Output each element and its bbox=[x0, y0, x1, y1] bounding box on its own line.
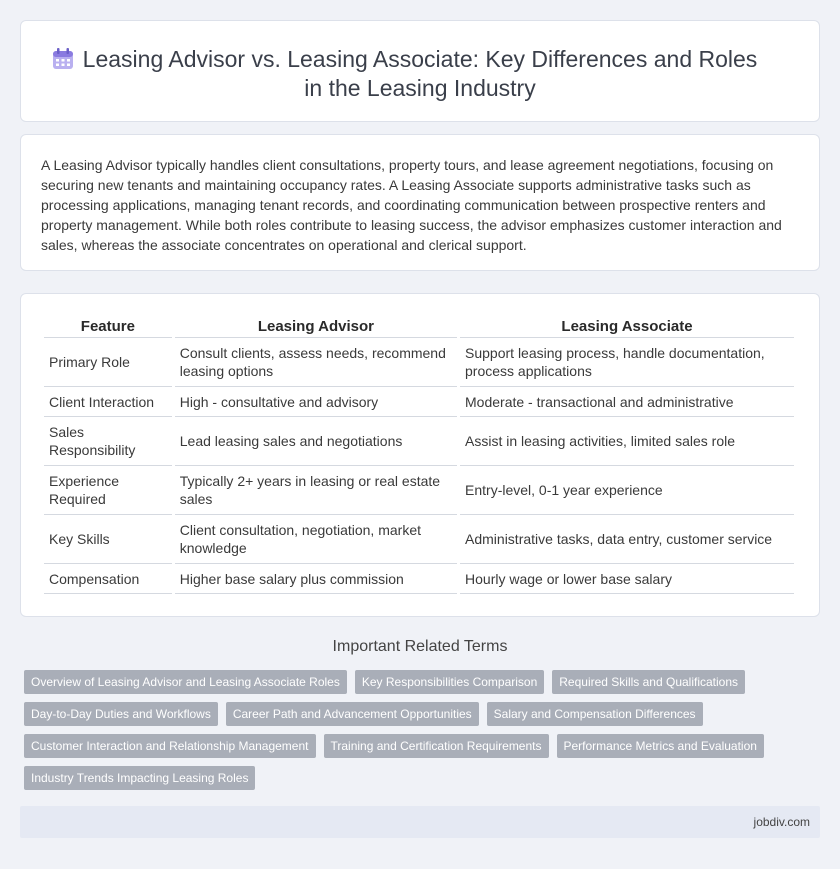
associate-cell: Moderate - transactional and administrative bbox=[460, 387, 794, 417]
table-row bbox=[44, 564, 794, 594]
table-row bbox=[44, 417, 794, 466]
related-term-tag[interactable]: Day-to-Day Duties and Workflows bbox=[24, 702, 218, 726]
header-leasing-associate: Leasing Associate bbox=[460, 314, 794, 338]
related-term-tag[interactable]: Training and Certification Requirements bbox=[324, 734, 549, 758]
feature-cell: Experience Required bbox=[44, 466, 172, 515]
feature-cell: Key Skills bbox=[44, 515, 172, 564]
footer-site-link[interactable]: jobdiv.com bbox=[753, 815, 810, 829]
table-header-row bbox=[44, 314, 794, 338]
feature-cell: Primary Role bbox=[44, 338, 172, 387]
related-terms-list bbox=[24, 670, 820, 790]
related-term-tag[interactable]: Customer Interaction and Relationship Management bbox=[24, 734, 316, 758]
related-term-tag[interactable]: Overview of Leasing Advisor and Leasing Associate Roles bbox=[24, 670, 347, 694]
advisor-cell: Typically 2+ years in leasing or real estate sales bbox=[175, 466, 457, 515]
footer bbox=[20, 806, 820, 838]
associate-cell: Administrative tasks, data entry, customer service bbox=[460, 515, 794, 564]
related-term-tag[interactable]: Required Skills and Qualifications bbox=[552, 670, 745, 694]
title-card bbox=[20, 20, 820, 122]
related-terms-title: Important Related Terms bbox=[332, 638, 508, 655]
associate-cell: Hourly wage or lower base salary bbox=[460, 564, 794, 594]
related-term-tag[interactable]: Salary and Compensation Differences bbox=[487, 702, 703, 726]
header-feature: Feature bbox=[44, 314, 172, 338]
page-title: Leasing Advisor vs. Leasing Associate: Key Differences and Roles in the Leasing Industry bbox=[82, 46, 758, 101]
intro-paragraph: A Leasing Advisor typically handles client consultations, property tours, and lease agreement negotiations, focusing on securing new tenants and maintaining occupancy rates. A Leasing Associate supports administrative tasks such as processing applications, managing tenant records, and coordinating communication between prospective renters and property management. While both roles contribute to leasing success, the advisor emphasizes customer interaction and sales, whereas the associate concentrates on operational and clerical support. bbox=[41, 157, 782, 253]
advisor-cell: Client consultation, negotiation, market knowledge bbox=[175, 515, 457, 564]
comparison-table bbox=[41, 314, 797, 594]
feature-cell: Client Interaction bbox=[44, 387, 172, 417]
related-term-tag[interactable]: Performance Metrics and Evaluation bbox=[557, 734, 764, 758]
table-row bbox=[44, 387, 794, 417]
advisor-cell: Higher base salary plus commission bbox=[175, 564, 457, 594]
advisor-cell: Consult clients, assess needs, recommend leasing options bbox=[175, 338, 457, 387]
related-term-tag[interactable]: Industry Trends Impacting Leasing Roles bbox=[24, 766, 255, 790]
advisor-cell: High - consultative and advisory bbox=[175, 387, 457, 417]
related-term-tag[interactable]: Key Responsibilities Comparison bbox=[355, 670, 544, 694]
associate-cell: Assist in leasing activities, limited sales role bbox=[460, 417, 794, 466]
related-term-tag[interactable]: Career Path and Advancement Opportunities bbox=[226, 702, 479, 726]
table-row bbox=[44, 515, 794, 564]
feature-cell: Compensation bbox=[44, 564, 172, 594]
table-row bbox=[44, 466, 794, 515]
intro-card bbox=[20, 134, 820, 271]
associate-cell: Entry-level, 0-1 year experience bbox=[460, 466, 794, 515]
header-leasing-advisor: Leasing Advisor bbox=[175, 314, 457, 338]
comparison-card bbox=[20, 293, 820, 617]
table-row bbox=[44, 338, 794, 387]
advisor-cell: Lead leasing sales and negotiations bbox=[175, 417, 457, 466]
associate-cell: Support leasing process, handle documentation, process applications bbox=[460, 338, 794, 387]
feature-cell: Sales Responsibility bbox=[44, 417, 172, 466]
